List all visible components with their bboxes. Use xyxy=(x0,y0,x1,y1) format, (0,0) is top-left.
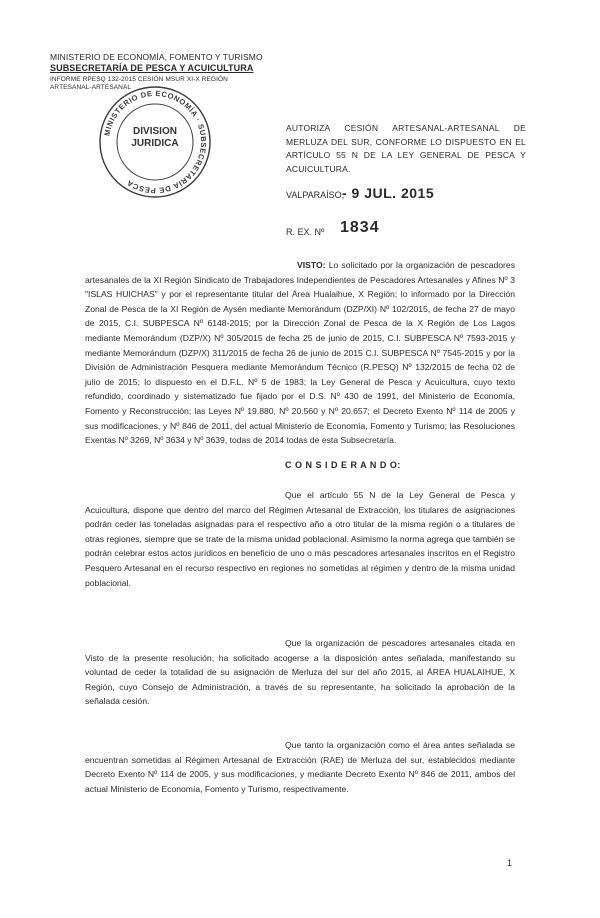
reference-line-2: ARTESANAL-ARTESANAL xyxy=(50,84,132,91)
visto-paragraph xyxy=(85,258,515,448)
division-juridica-stamp xyxy=(95,82,215,202)
place-label: VALPARAÍSO, xyxy=(286,190,345,200)
considerando-1-text: Acuicultura, dispone que dentro del marco del Régimen Artesanal de Extracción, los titulares de asignaciones podrán ceder las toneladas asignadas para el respectivo año a otro titular de la misma región o a titulares de otras regiones, siempre que se trate de la misma unidad poblacional. Asimismo la norma agrega que también se podrán celebrar estos actos jurídicos en beneficio de uno o más pescadores artesanales inscritos en el Registro Pesquero Artesanal en el recurso respectivo en regiones no sometidas al régimen y dentro de la misma unidad poblacional. xyxy=(85,504,515,588)
page-number: 1 xyxy=(507,858,513,868)
resolution-date: - 9 JUL. 2015 xyxy=(342,185,435,201)
stamp-line-1: DIVISION xyxy=(133,126,177,137)
considerando-1 xyxy=(85,488,515,590)
considerando-3-text: señalada se encuentran sometidas al Régimen Artesanal de Extracción (RAE) de Merluza del sur, establecidos mediante Decreto Exento Nº 114 de 2005, y sus modificaciones, y mediante Decreto Exento Nº 846 de 2011, ambos del actual Ministerio de Economía, Fomento y Turismo, respectivamente. xyxy=(85,740,515,794)
stamp-line-2: JURIDICA xyxy=(131,138,179,149)
reference-line-1: INFORME RPESQ 132-2015 CESIÓN MSUR XI-X REGIÓN xyxy=(50,76,228,83)
considerando-2 xyxy=(85,636,515,709)
considerando-2-text: citada en Visto de la presente resolución, ha solicitado acogerse a la disposición antes señalada, manifestando su voluntad de ceder la totalidad de su asignación de Merluza del sur del año 2015, al ÁREA HUALAIHUE, X Región, cuyo Consejo de Administración, a través de su representante, ha solicitado la aprobación de la señalada cesión. xyxy=(85,638,515,707)
rex-number: 1834 xyxy=(340,219,380,236)
visto-text: Lo solicitado por la organización de pescadores artesanales de la XI Región Sindicato de Trabajadores Independientes de Pescadores Artesanales y Afines Nº 3 "ISLAS HUICHAS" y por el representante titular del Área Hualaihue, X Región; lo informado por la Dirección Zonal de Pesca de la XI Región de Aysén mediante Memorándum (DZP/XI) Nº 102/2015, de fecha 27 de mayo de 2015, C.I. SUBPESCA Nº 6148-2015; por la Dirección Zonal de Pesca de la X Región de Los Lagos mediante Memorándum (DZP/X) Nº 305/2015 de fecha 25 de junio de 2015, C.I. SUBPESCA Nº 7593-2015 y mediante Memorándum (DZP/X) 311/2015 de fecha 26 de junio de 2015 C.I. SUBPESCA Nº 7545-2015 y por la División de Administración Pesquera mediante Memorándum Técnico (R.PESQ) Nº 132/2015 de fecha 02 de julio de 2015; lo dispuesto en el D.F.L. Nº 5 de 1983; la Ley General de Pesca y Acuicultura, cuyo texto refundido, coordinado y sistematizado fue fijado por el D.S. Nº 430 de 1991, del Ministerio de Economía, Fomento y Reconstrucción; las Leyes Nº 19.880, Nº 20.560 y Nº 20.657; el Decreto Exento Nº 114 de 2005 y sus modificaciones, y Nº 846 de 2011, del actual Ministerio de Economía, Fomento y Turismo; las Resoluciones Exentas Nº 3269, Nº 3634 y Nº 3639, todas de 2014 todas de esta Subsecretaría. xyxy=(85,260,515,446)
considerando-2-lead: Que la organización de pescadores artesanales xyxy=(285,638,475,648)
subsecretaria-name: SUBSECRETARÍA DE PESCA Y ACUICULTURA xyxy=(50,63,254,73)
visto-label: VISTO: xyxy=(297,260,326,270)
considerando-3-lead: Que tanto la organización como el área antes xyxy=(285,740,465,750)
considerando-3 xyxy=(85,738,515,796)
stamp-inner-text xyxy=(95,126,215,150)
ministry-name: MINISTERIO DE ECONOMÍA, FOMENTO Y TURISMO xyxy=(50,52,263,62)
rex-label: R. EX. Nº xyxy=(286,227,325,237)
resolution-title: AUTORIZA CESIÓN ARTESANAL-ARTESANAL DE MERLUZA DEL SUR, CONFORME LO DISPUESTO EN EL ARTÍCULO 55 N DE LA LEY GENERAL DE PESCA Y ACUICULTURA. xyxy=(286,123,526,174)
considerando-heading: C O N S I D E R A N D O: xyxy=(285,460,401,470)
considerando-1-lead: Que el artículo 55 N de la Ley General de Pesca y xyxy=(285,490,515,500)
stamp-outer-text: MINISTERIO DE ECONOMÍA · SUBSECRETARÍA DE PESCA xyxy=(102,88,209,196)
